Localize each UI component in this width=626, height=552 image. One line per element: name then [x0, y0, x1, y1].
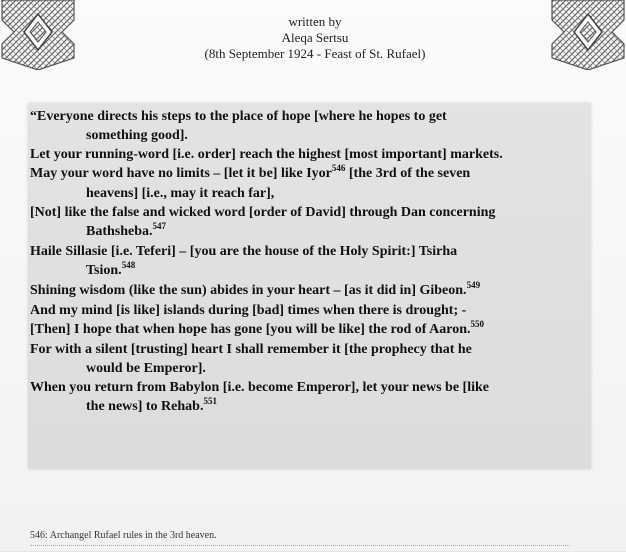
- poem-text: [30, 107, 595, 417]
- poem-line: [30, 242, 595, 261]
- header-date: (8th September 1924 - Feast of St. Rufael): [204, 46, 426, 61]
- header-written-by: written by: [288, 14, 342, 29]
- poem-line: [30, 397, 595, 417]
- poem-line-text: Haile Sillasie [i.e. Teferi] – [you are the house of the Holy Spirit:] Tsirha: [30, 244, 458, 259]
- poem-line: [30, 320, 595, 340]
- poem-line: [30, 281, 595, 301]
- poem-line: [30, 301, 595, 320]
- poem-line: [30, 261, 595, 281]
- poem-line-continuation: [the 3rd of the seven: [345, 166, 471, 181]
- poem-line: [30, 145, 595, 164]
- poem-line-text: would be Emperor].: [86, 361, 206, 376]
- footnote-marker: 549: [466, 280, 481, 290]
- poem-line: [30, 378, 595, 397]
- footnote-marker: 551: [203, 396, 217, 406]
- poem-line: [30, 164, 595, 184]
- poem-line: [30, 359, 595, 378]
- poem-line-text: Bathsheba.: [86, 224, 153, 239]
- poem-line-text: When you return from Babylon [i.e. become Emperor], let your news be [like: [30, 380, 489, 395]
- poem-line: [30, 222, 595, 242]
- poem-line-text: “Everyone directs his steps to the place of hope [where he hopes to get: [30, 109, 447, 124]
- footnote-546: 546: Archangel Rufael rules in the 3rd heaven.: [30, 530, 217, 541]
- poem-line: [30, 340, 595, 359]
- poem-line: [30, 126, 595, 145]
- footnote-marker: 546: [331, 163, 346, 173]
- document-header: [150, 14, 480, 62]
- footnote-marker: 550: [470, 319, 485, 329]
- poem-line-text: something good].: [86, 128, 188, 143]
- poem-line-text: the news] to Rehab.: [86, 399, 204, 414]
- poem-line-text: For with a silent [trusting] heart I shall remember it [the prophecy that he: [30, 342, 472, 357]
- poem-line: [30, 107, 595, 126]
- header-author: Aleqa Sertsu: [281, 30, 349, 45]
- poem-line-text: And my mind [is like] islands during [bad] times when there is drought; -: [30, 303, 467, 318]
- poem-line: [30, 184, 595, 203]
- poem-line-text: May your word have no limits – [let it be] like Iyor: [30, 166, 332, 181]
- poem-line-text: [Then] I hope that when hope has gone [you will be like] the rod of Aaron.: [30, 322, 471, 337]
- ethiopian-cross-ornament-right: [542, 0, 626, 70]
- poem-line-text: heavens] [i.e., may it reach far],: [86, 186, 275, 201]
- poem-line-text: Shining wisdom (like the sun) abides in your heart – [as it did in] Gibeon.: [30, 283, 467, 298]
- poem-line: [30, 203, 595, 222]
- poem-line-text: Tsion.: [86, 263, 122, 278]
- poem-line-text: Let your running-word [i.e. order] reach the highest [most important] markets.: [30, 147, 503, 162]
- poem-line-text: [Not] like the false and wicked word [order of David] through Dan concerning: [30, 205, 496, 220]
- footnote-marker: 548: [121, 260, 136, 270]
- ethiopian-cross-ornament-left: [0, 0, 84, 70]
- footnote-marker: 547: [152, 221, 167, 231]
